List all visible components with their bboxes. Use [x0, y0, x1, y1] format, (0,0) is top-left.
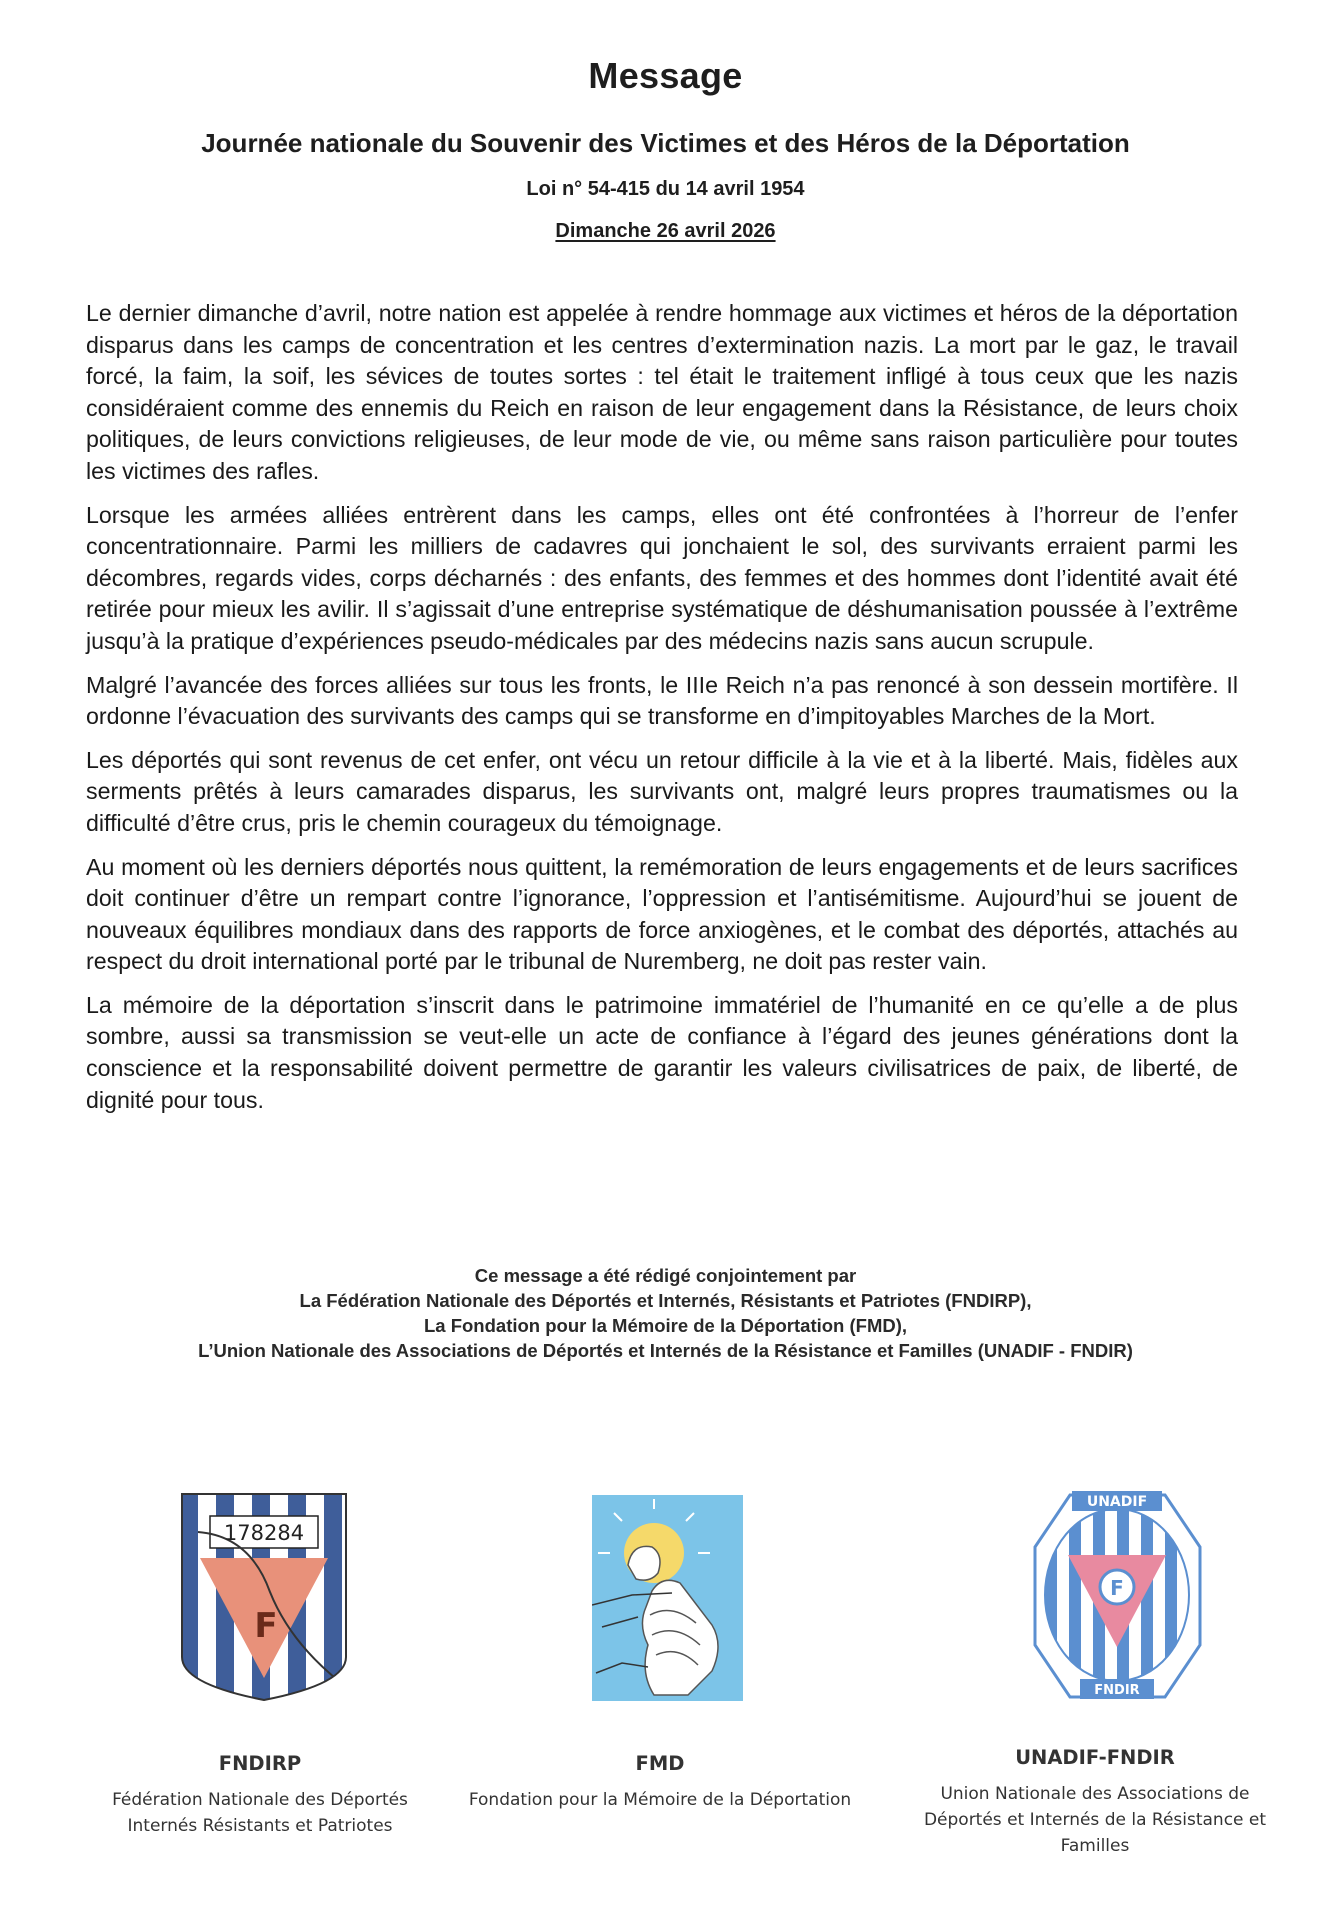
paragraph: La mémoire de la déportation s’inscrit dans le patrimoine immatériel de l’humanité en ce qu’elle a de plus sombre, aussi sa transmission se veut-elle un acte de confiance à l’égard des jeunes générations dont la conscience et la responsabilité doivent permettre de garantir les valeurs civilisatrices de paix, de liberté, de dignité pour tous.	[86, 991, 1238, 1113]
unadif-caption	[900, 1746, 1290, 1859]
paragraph: Lorsque les armées alliées entrèrent dans les camps, elles ont été confrontées à l’horreur de l’enfer concentrationnaire. Parmi les milliers de cadavres qui jonchaient le sol, des survivants erraient parmi les décombres, regards vides, corps décharnés : des enfants, des femmes et des hommes dont l’identité avait été retirée pour mieux les avilir. Il s’agissait d’une entreprise systématique de déshumanisation poussée à l’extrême jusqu’à la pratique d’expériences pseudo-médicales par des médecins nazis sans aucun scrupule.	[86, 501, 1238, 654]
credits-fmd: La Fondation pour la Mémoire de la Déportation (FMD),	[423, 1315, 908, 1336]
paragraph: Les déportés qui sont revenus de cet enfer, ont vécu un retour difficile à la vie et à la liberté. Mais, fidèles aux serments prêtés à leurs camarades disparus, les survivants ont, malgré leurs propres traumatismes ou la difficulté d’être crus, pris le chemin courageux du témoignage.	[86, 746, 1238, 836]
page-subtitle: Journée nationale du Souvenir des Victimes et des Héros de la Déportation	[201, 128, 1130, 158]
fmd-caption	[440, 1752, 880, 1813]
fndirp-logo	[180, 1492, 348, 1702]
credits-block	[0, 1263, 1331, 1363]
message-body	[86, 298, 1238, 1128]
unadif-top-text: UNADIF	[1086, 1494, 1148, 1510]
fmd-name-line1: Fondation pour la Mémoire de la Déportation	[468, 1790, 852, 1810]
law-reference: Loi n° 54-415 du 14 avril 1954	[526, 178, 805, 200]
unadif-name-line2: Déportés et Internés de la Résistance et	[923, 1810, 1267, 1830]
fndirp-letter: F	[254, 1606, 278, 1646]
unadif-logo	[1030, 1487, 1205, 1705]
page-title: Message	[588, 55, 743, 96]
paragraph: Au moment où les derniers déportés nous quittent, la remémoration de leurs engagements et de leurs sacrifices doit continuer d’être un rempart contre l’ignorance, l’oppression et l’antisémitisme. Aujourd’hui se jouent de nouveaux équilibres mondiaux dans des rapports de force anxiogènes, et le combat des déportés, attachés au respect du droit international porté par le tribunal de Nuremberg, ne doit pas rester vain.	[86, 853, 1238, 975]
credits-intro: Ce message a été rédigé conjointement par	[474, 1265, 857, 1286]
unadif-abbr: UNADIF-FNDIR	[1015, 1746, 1175, 1769]
fndirp-name-line2: Internés Résistants et Patriotes	[127, 1816, 393, 1836]
unadif-letter: F	[1110, 1576, 1124, 1600]
unadif-name-line1: Union Nationale des Associations de	[940, 1784, 1250, 1804]
fmd-abbr: FMD	[635, 1752, 685, 1775]
unadif-name-line3: Familles	[1060, 1836, 1130, 1856]
unadif-bottom-text: FNDIR	[1094, 1683, 1140, 1698]
paragraph: Le dernier dimanche d’avril, notre nation est appelée à rendre hommage aux victimes et héros de la déportation disparus dans les camps de concentration et les centres d’extermination nazis. La mort par le gaz, le travail forcé, la faim, la soif, les sévices de toutes sortes : tel était le traitement infligé à tous ceux que les nazis considéraient comme des ennemis du Reich en raison de leur engagement dans la Résistance, de leurs choix politiques, de leurs convictions religieuses, de leur mode de vie, ou même sans raison particulière pour toutes les victimes des rafles.	[86, 300, 1238, 484]
event-date	[0, 220, 1331, 243]
fmd-logo	[592, 1495, 743, 1701]
fndirp-caption	[80, 1752, 440, 1839]
credits-unadif: L’Union Nationale des Associations de Déportés et Internés de la Résistance et Familles (UNADIF - FNDIR)	[198, 1340, 1133, 1361]
fndirp-abbr: FNDIRP	[218, 1752, 302, 1775]
paragraph: Malgré l’avancée des forces alliées sur tous les fronts, le IIIe Reich n’a pas renoncé à son dessein mortifère. Il ordonne l’évacuation des survivants des camps qui se transforme en d’impitoyables Marches de la Mort.	[86, 671, 1238, 730]
credits-fndirp: La Fédération Nationale des Déportés et Internés, Résistants et Patriotes (FNDIRP),	[299, 1290, 1032, 1311]
event-date-text: Dimanche 26 avril 2026	[555, 220, 776, 242]
fndirp-name-line1: Fédération Nationale des Déportés	[112, 1790, 408, 1810]
fndirp-number: 178284	[223, 1521, 305, 1545]
